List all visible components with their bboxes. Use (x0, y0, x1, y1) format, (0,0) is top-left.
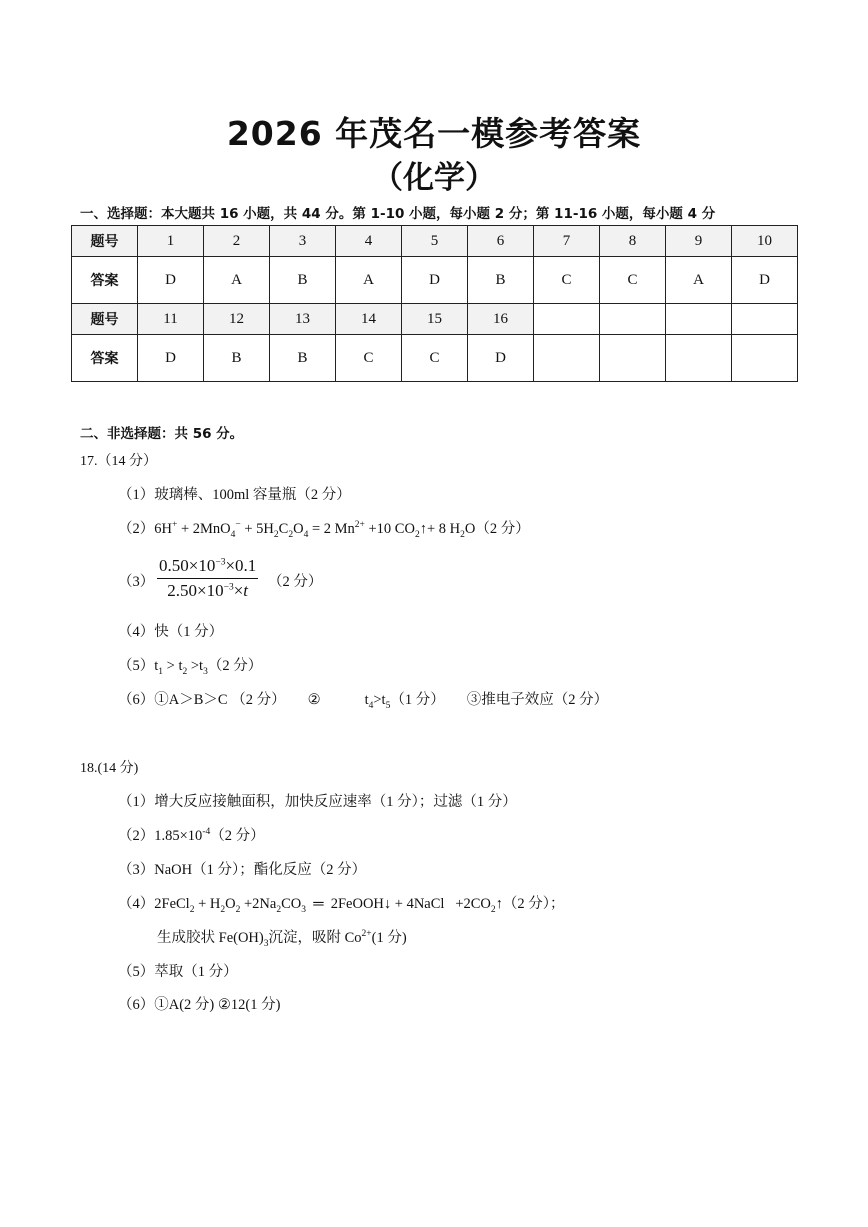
empty-cell (732, 304, 798, 335)
row-label-answer: 答案 (72, 257, 138, 304)
question-cell: 7 (534, 226, 600, 257)
fraction-numerator: $0.50\times 10^{-3}\times 0.1$ (159, 556, 257, 575)
table-row (72, 257, 798, 304)
answer-cell: A (336, 257, 402, 304)
question-cell: 2 (204, 226, 270, 257)
empty-cell (666, 335, 732, 382)
answer-cell: C (336, 335, 402, 382)
answer-cell: B (468, 257, 534, 304)
answer-cell: B (204, 335, 270, 382)
section2-heading: 二、非选择题：共 56 分。 (80, 426, 244, 442)
row-label-answer: 答案 (72, 335, 138, 382)
question-cell: 16 (468, 304, 534, 335)
answer-cell: D (138, 257, 204, 304)
row-label-question: 题号 (72, 304, 138, 335)
q18-part2: $(2)1.85\times 10^{-4}(2$ 分） (118, 827, 265, 844)
answer-cell: C (600, 257, 666, 304)
answer-cell: D (468, 335, 534, 382)
fraction-denominator: $2.50\times 10^{-3}\times t$ (167, 581, 249, 600)
q17-title: 17.（14 分） (80, 454, 157, 469)
q17-part6-a: （6）①A＞B＞C （2 分） (118, 692, 286, 708)
question-cell: 8 (600, 226, 666, 257)
q17-part2-label: （2） (118, 521, 155, 537)
question-cell: 13 (270, 304, 336, 335)
q17-part2-score: （2 分） (475, 521, 530, 537)
q18-part6: （6）①A(2 分) ②12(1 分) (118, 997, 281, 1013)
question-cell: 9 (666, 226, 732, 257)
q18-part4-line2: 生成胶状 $Fe(OH)_3$沉淀，吸附 $Co^{2+}(1$ 分) (157, 929, 407, 949)
q17-part6-b: ② (307, 692, 321, 708)
question-cell: 4 (336, 226, 402, 257)
answer-cell: D (732, 257, 798, 304)
q17-part6-c: ③推电子效应（2 分） (466, 692, 609, 708)
q17-part3-score: （2 分） (268, 574, 323, 590)
row-label-question: 题号 (72, 226, 138, 257)
question-cell: 11 (138, 304, 204, 335)
q18-title: 18.(14 分) (80, 761, 139, 776)
question-cell: 12 (204, 304, 270, 335)
question-cell: 14 (336, 304, 402, 335)
answer-cell: A (666, 257, 732, 304)
answer-cell: A (204, 257, 270, 304)
section1-heading: 一、选择题：本大题共 16 小题，共 44 分。第 1-10 小题，每小题 2 分；第 11-16 小题，每小题 4 分 (80, 206, 716, 222)
q17-part1: （1）玻璃棒、100ml 容量瓶（2 分） (118, 487, 351, 503)
answer-cell: D (138, 335, 204, 382)
empty-cell (666, 304, 732, 335)
empty-cell (732, 335, 798, 382)
question-cell: 3 (270, 226, 336, 257)
q18-part5: （5）萃取（1 分） (118, 964, 238, 980)
q17-part6: （6）①A＞B＞C （2 分） ② $t_4>t_5(1$ 分） ③推电子效应（2 分） (118, 692, 609, 711)
question-cell: 1 (138, 226, 204, 257)
q18-part4-equation: 2FeCl$_2$ + $H_2O_2 +2Na_2CO_3$ ═ 2FeOOH↓ + 4NaCl $+2CO_2↑$ (154, 896, 503, 915)
question-cell: 5 (402, 226, 468, 257)
empty-cell (600, 335, 666, 382)
q18-part1: （1）增大反应接触面积，加快反应速率（1 分）；过滤（1 分） (118, 794, 517, 810)
q18-part3: （3）NaOH（1 分）；酯化反应（2 分） (118, 862, 367, 878)
answer-cell: B (270, 257, 336, 304)
q17-part2-equation: $6H^+ + 2MnO_4^- + 5H_2C_2O_4 = 2$ $Mn^{2+} +10$ $CO_2↑+ 8$ $H_2O$ (154, 520, 476, 540)
question-cell: 6 (468, 226, 534, 257)
answer-cell: D (402, 257, 468, 304)
question-cell: 10 (732, 226, 798, 257)
answer-cell: C (534, 257, 600, 304)
empty-cell (600, 304, 666, 335)
table-row (72, 226, 798, 257)
q17-part4: （4）快（1 分） (118, 624, 224, 640)
q17-part3-label: （3） (118, 574, 155, 590)
table-row (72, 335, 798, 382)
empty-cell (534, 304, 600, 335)
question-cell: 15 (402, 304, 468, 335)
answer-cell: C (402, 335, 468, 382)
q17-part5-relation: $t_1 > t_2 >t_3$ (154, 658, 208, 677)
page-title: 2026 年茂名一模参考答案 (226, 114, 642, 153)
page-subtitle: （化学） (372, 160, 496, 196)
answer-table (71, 225, 798, 382)
q17-part6-b-relation: $t_4>t_5$ (364, 692, 391, 711)
empty-cell (534, 335, 600, 382)
table-row (72, 304, 798, 335)
q17-part3-fraction (157, 556, 258, 601)
q17-part5: $(5)t_1 > t_2 >t_3(2$ 分） (118, 658, 263, 677)
answer-cell: B (270, 335, 336, 382)
q17-part2 (118, 517, 530, 540)
q18-part4: （4）2FeCl$_2$ + $H_2O_2 +2Na_2CO_3$ ═ 2FeOOH↓ + 4NaCl $+2CO_2↑(2$ 分）； (118, 896, 565, 915)
